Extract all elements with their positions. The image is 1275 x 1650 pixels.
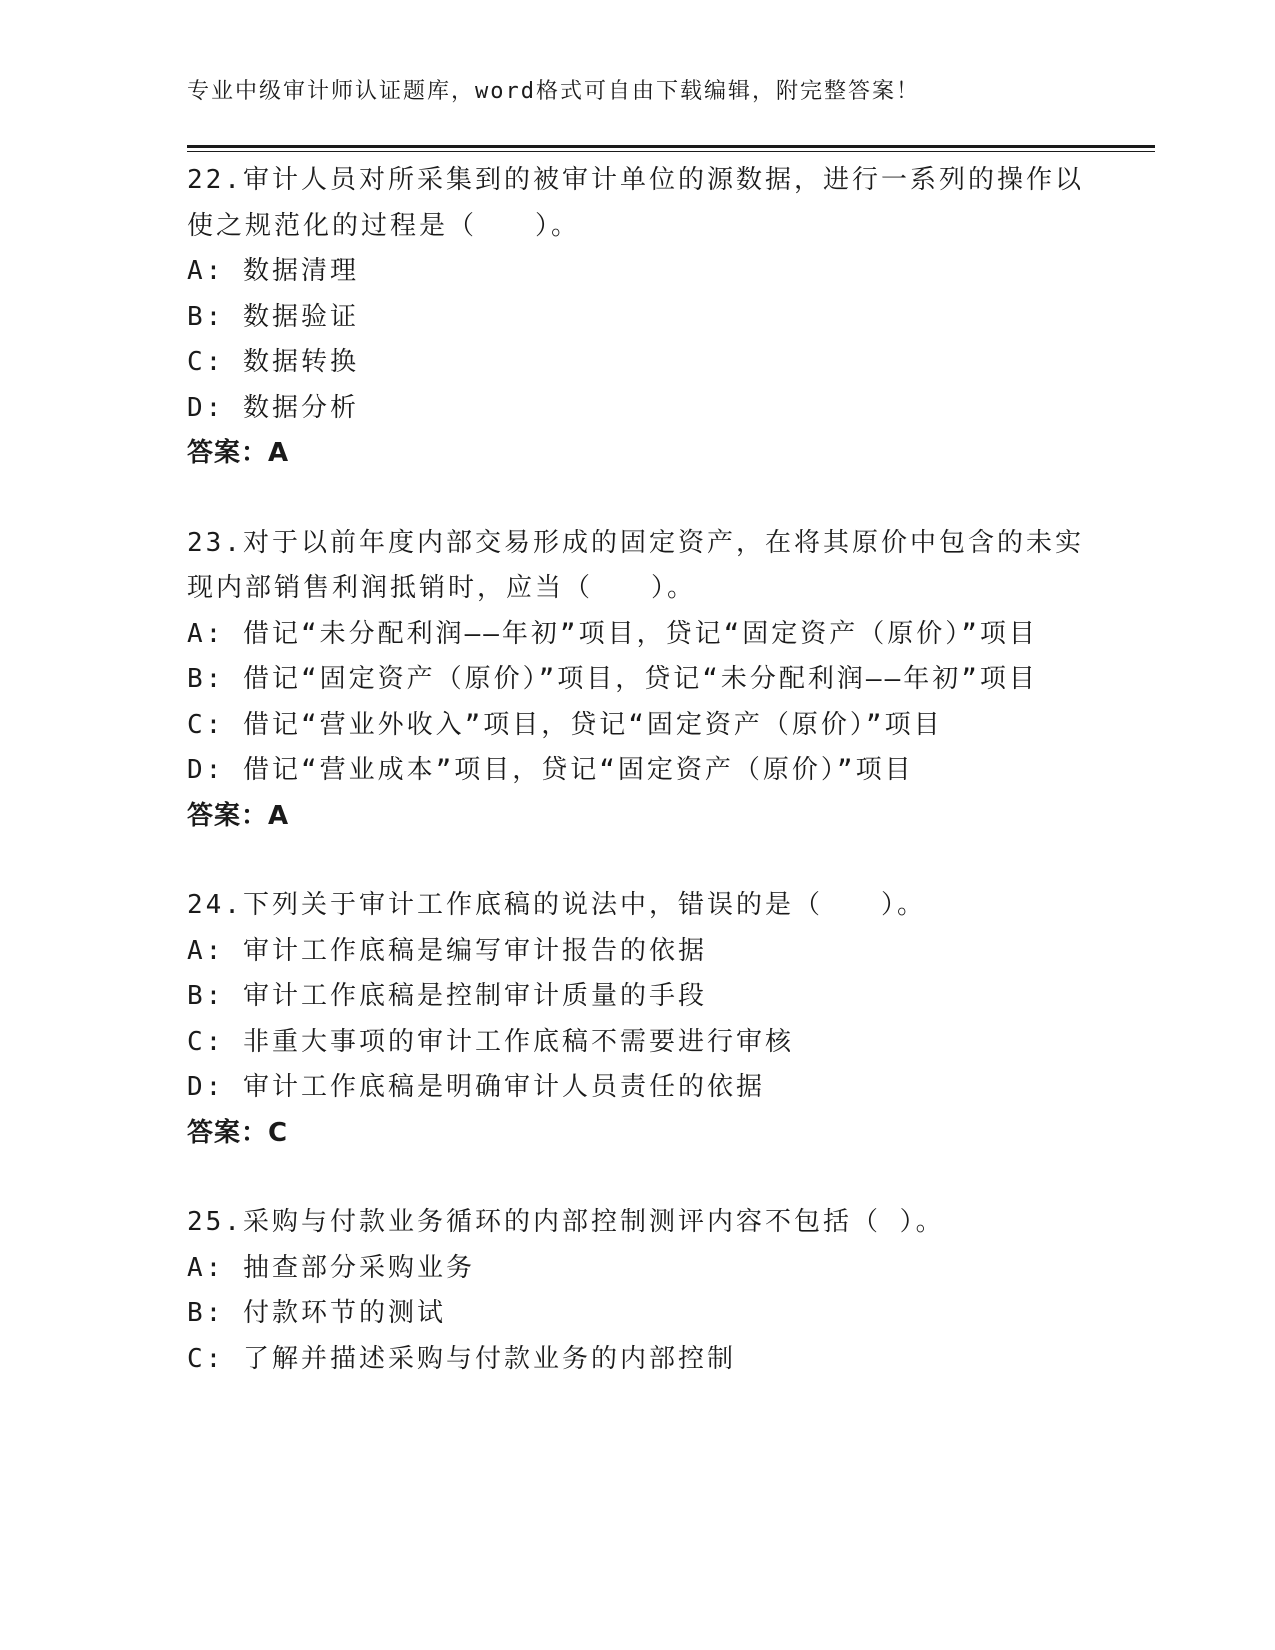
answer-label: 答案：C [187, 1117, 289, 1148]
option-c: C: 了解并描述采购与付款业务的内部控制 [187, 1343, 736, 1374]
option-d: D: 数据分析 [187, 392, 359, 423]
option-a: A: 抽查部分采购业务 [187, 1252, 475, 1283]
option-d: D: 借记“营业成本”项目，贷记“固定资产（原价）”项目 [187, 755, 914, 785]
option-c: C: 数据转换 [187, 347, 359, 377]
option-c: C: 非重大事项的审计工作底稿不需要进行审核 [187, 1026, 794, 1057]
question-list [187, 158, 1087, 1426]
option-d: D: 审计工作底稿是明确审计人员责任的依据 [187, 1072, 765, 1102]
option-b: B: 借记“固定资产（原价）”项目，贷记“未分配利润——年初”项目 [187, 664, 1038, 694]
header-rule-thick [187, 145, 1155, 148]
question-25 [187, 1200, 1087, 1382]
option-c: C: 借记“营业外收入”项目，贷记“固定资产（原价）”项目 [187, 709, 943, 740]
option-a: A: 借记“未分配利润——年初”项目，贷记“固定资产（原价）”项目 [187, 618, 1038, 649]
question-stem: 23.对于以前年度内部交易形成的固定资产，在将其原价中包含的未实现内部销售利润抵销时，应当（ ）。 [187, 527, 1084, 603]
question-22 [187, 158, 1087, 477]
answer-label: 答案：A [187, 800, 290, 831]
page-header: 专业中级审计师认证题库，word格式可自由下载编辑，附完整答案！ [187, 79, 920, 104]
option-b: B: 审计工作底稿是控制审计质量的手段 [187, 981, 707, 1011]
question-stem: 24.下列关于审计工作底稿的说法中，错误的是（ ）。 [187, 890, 926, 920]
header-rule-thin [187, 151, 1155, 152]
question-stem: 22.审计人员对所采集到的被审计单位的源数据，进行一系列的操作以使之规范化的过程是（ ）。 [187, 165, 1084, 241]
option-b: B: 数据验证 [187, 301, 359, 332]
answer-label: 答案：A [187, 438, 290, 468]
question-23 [187, 521, 1087, 840]
question-24 [187, 883, 1087, 1156]
option-b: B: 付款环节的测试 [187, 1298, 446, 1328]
option-a: A: 数据清理 [187, 256, 359, 286]
option-a: A: 审计工作底稿是编写审计报告的依据 [187, 935, 707, 966]
question-stem: 25.采购与付款业务循环的内部控制测评内容不包括（ ）。 [187, 1207, 945, 1237]
